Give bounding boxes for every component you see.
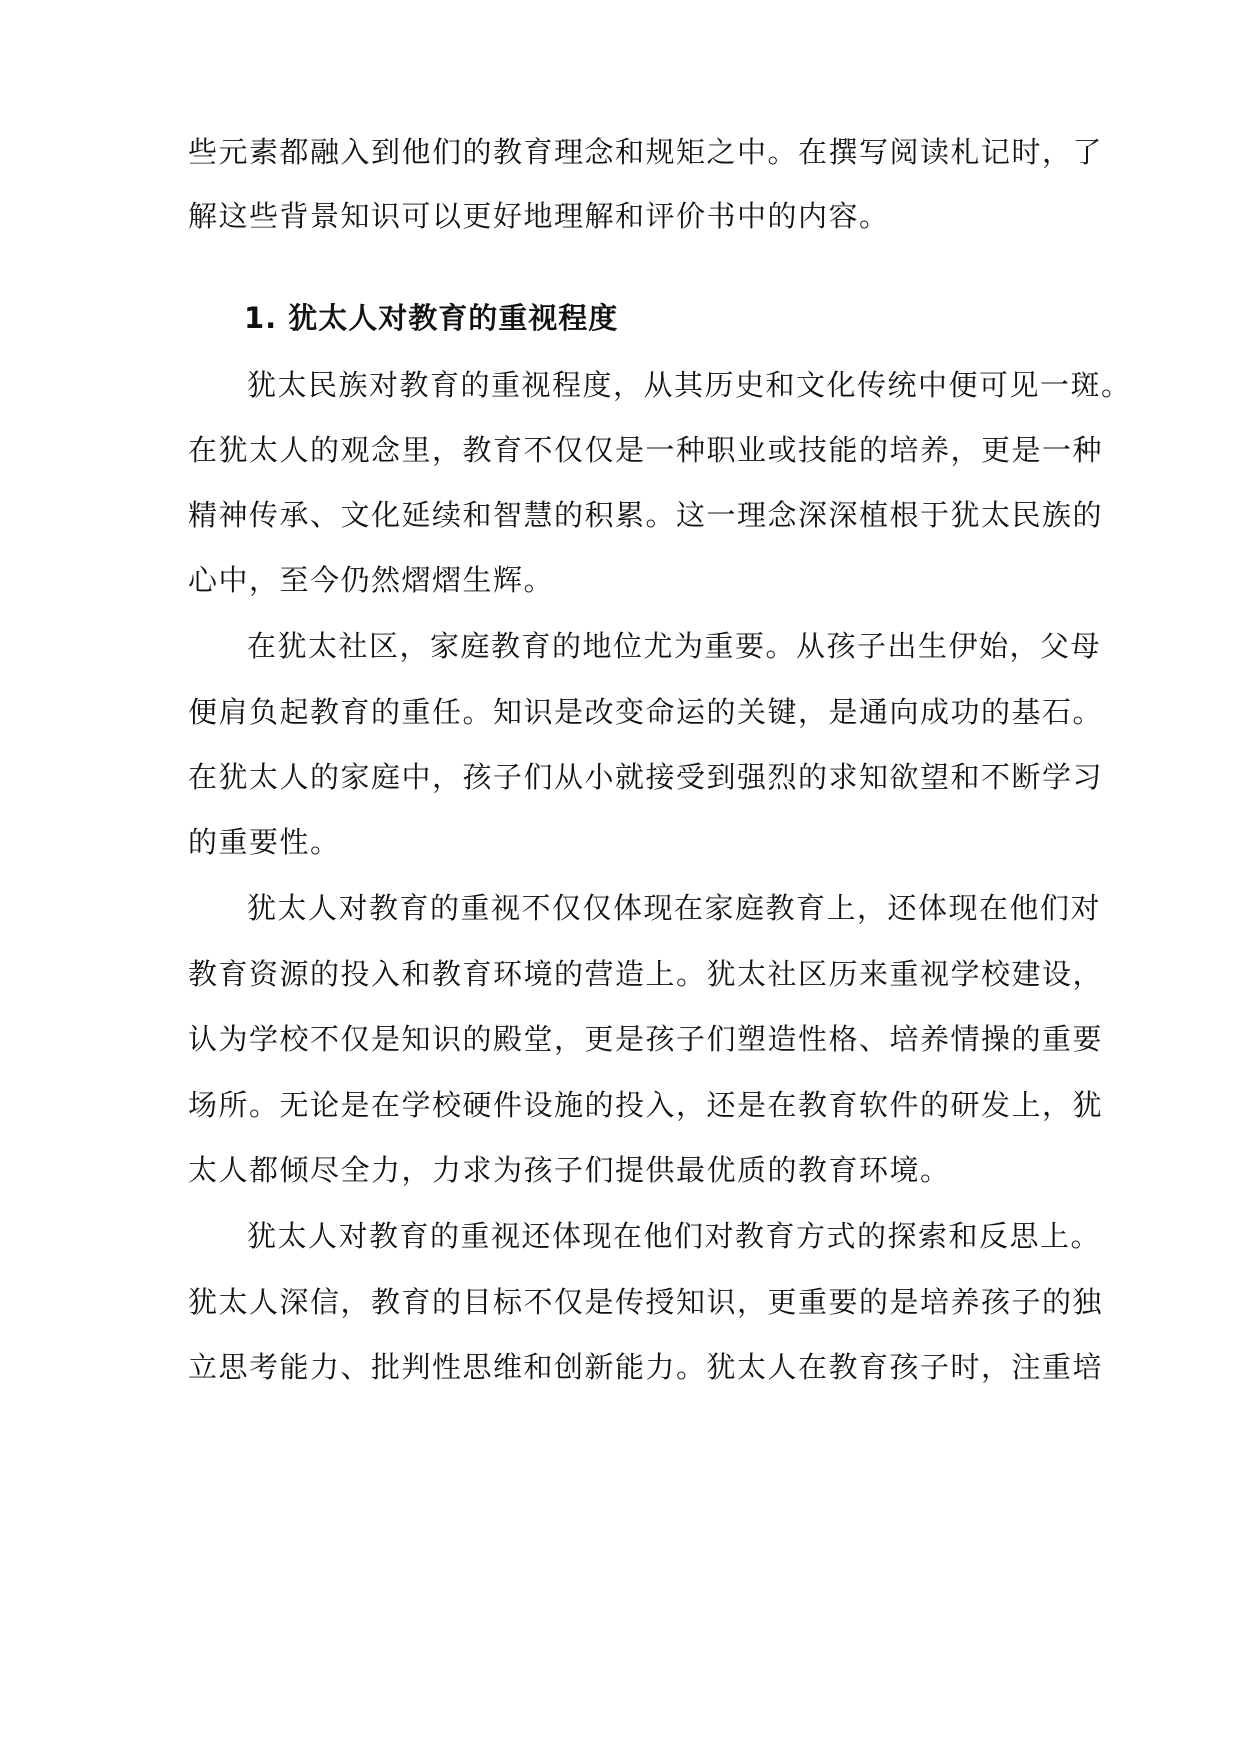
text-line: 些元素都融入到他们的教育理念和规矩之中。在撰写阅读札记时，了 <box>188 135 1104 169</box>
text-line: 心中，至今仍然熠熠生辉。 <box>188 563 555 597</box>
text-line: 在犹太人的家庭中，孩子们从小就接受到强烈的求知欲望和不断学习 <box>188 760 1104 794</box>
text-line: 精神传承、文化延续和智慧的积累。这一理念深深植根于犹太民族的 <box>188 498 1104 532</box>
text-line: 便肩负起教育的重任。知识是改变命运的关键，是通向成功的基石。 <box>188 695 1104 729</box>
text-line: 犹太人对教育的重视不仅仅体现在家庭教育上，还体现在他们对 <box>247 891 1102 925</box>
section-heading: 1. 犹太人对教育的重视程度 <box>244 301 619 335</box>
text-line: 立思考能力、批判性思维和创新能力。犹太人在教育孩子时，注重培 <box>188 1350 1104 1384</box>
text-line: 解这些背景知识可以更好地理解和评价书中的内容。 <box>188 199 890 233</box>
text-line: 太人都倾尽全力，力求为孩子们提供最优质的教育环境。 <box>188 1153 951 1187</box>
text-line: 犹太人深信，教育的目标不仅是传授知识，更重要的是培养孩子的独 <box>188 1285 1104 1319</box>
text-line: 犹太人对教育的重视还体现在他们对教育方式的探索和反思上。 <box>247 1219 1102 1253</box>
text-line: 在犹太社区，家庭教育的地位尤为重要。从孩子出生伊始，父母 <box>247 629 1102 663</box>
text-line: 教育资源的投入和教育环境的营造上。犹太社区历来重视学校建设， <box>188 957 1104 991</box>
text-line: 犹太民族对教育的重视程度，从其历史和文化传统中便可见一斑。 <box>247 368 1132 402</box>
text-line: 在犹太人的观念里，教育不仅仅是一种职业或技能的培养，更是一种 <box>188 433 1104 467</box>
text-line: 的重要性。 <box>188 825 341 859</box>
text-line: 场所。无论是在学校硬件设施的投入，还是在教育软件的研发上，犹 <box>188 1088 1104 1122</box>
text-line: 认为学校不仅是知识的殿堂，更是孩子们塑造性格、培养情操的重要 <box>188 1022 1104 1056</box>
